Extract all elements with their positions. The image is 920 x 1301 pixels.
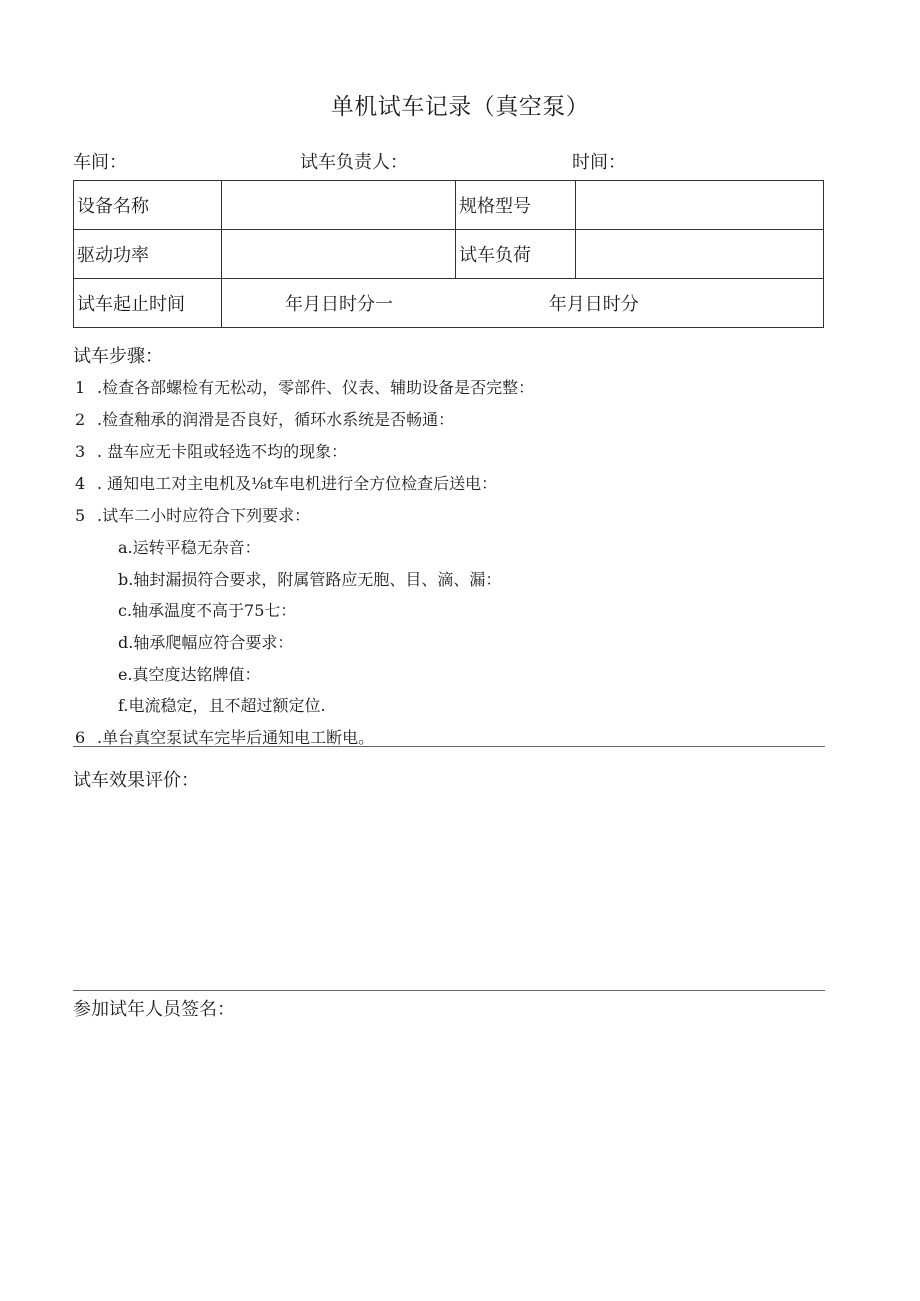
end-time-units: 年月日时分 <box>548 294 639 315</box>
test-load-field[interactable] <box>576 230 824 279</box>
start-end-time-field[interactable] <box>222 279 824 328</box>
list-item: 5 .试车二小时应符合下列要求： <box>75 506 311 525</box>
test-leader-label: 试车负责人： <box>300 152 408 173</box>
start-time-units: 年月日时分一 <box>285 294 393 315</box>
steps-heading: 试车步骤： <box>73 346 163 367</box>
divider <box>73 990 825 991</box>
workshop-label: 车间： <box>73 152 127 173</box>
test-load-label: 试车负荷 <box>456 230 576 279</box>
table-row <box>74 279 824 328</box>
drive-power-label: 驱动功率 <box>74 230 222 279</box>
divider <box>73 746 825 747</box>
spec-model-label: 规格型号 <box>456 181 576 230</box>
table-row <box>74 181 824 230</box>
evaluation-label: 试车效果评价： <box>73 770 199 791</box>
start-end-time-label: 试车起止时间 <box>74 279 222 328</box>
sub-list-item: f.电流稳定，且不超过额定位. <box>118 696 326 715</box>
list-item: 1 .检查各部螺检有无松动，零部件、仪表、辅助设备是否完整： <box>75 378 535 397</box>
list-item: 4 . 通知电工对主电机及⅛t车电机进行全方位检查后送电： <box>75 474 498 493</box>
equipment-name-field[interactable] <box>222 181 456 230</box>
sub-list-item: d.轴承爬幅应符合要求： <box>118 633 294 652</box>
sub-list-item: e.真空度达铭牌值： <box>118 665 261 684</box>
time-label: 时间： <box>572 152 626 173</box>
signatures-label: 参加试年人员签名： <box>73 999 235 1020</box>
spec-model-field[interactable] <box>576 181 824 230</box>
sub-list-item: c.轴承温度不高于75七： <box>118 601 297 620</box>
sub-list-item: b.轴封漏损符合要求，附属管路应无胞、目、滴、漏： <box>118 570 502 589</box>
sub-list-item: a.运转平稳无杂音： <box>118 538 261 557</box>
equipment-info-table <box>73 180 824 328</box>
list-item: 3 . 盘车应无卡阻或轻选不均的现象： <box>75 442 348 461</box>
page-title: 单机试车记录（真空泵） <box>330 94 590 120</box>
equipment-name-label: 设备名称 <box>74 181 222 230</box>
drive-power-field[interactable] <box>222 230 456 279</box>
list-item: 6 .单台真空泵试车完毕后通知电工断电。 <box>75 728 375 747</box>
list-item: 2 .检查釉承的润滑是否良好，循环水系统是否畅通： <box>75 410 455 429</box>
table-row <box>74 230 824 279</box>
